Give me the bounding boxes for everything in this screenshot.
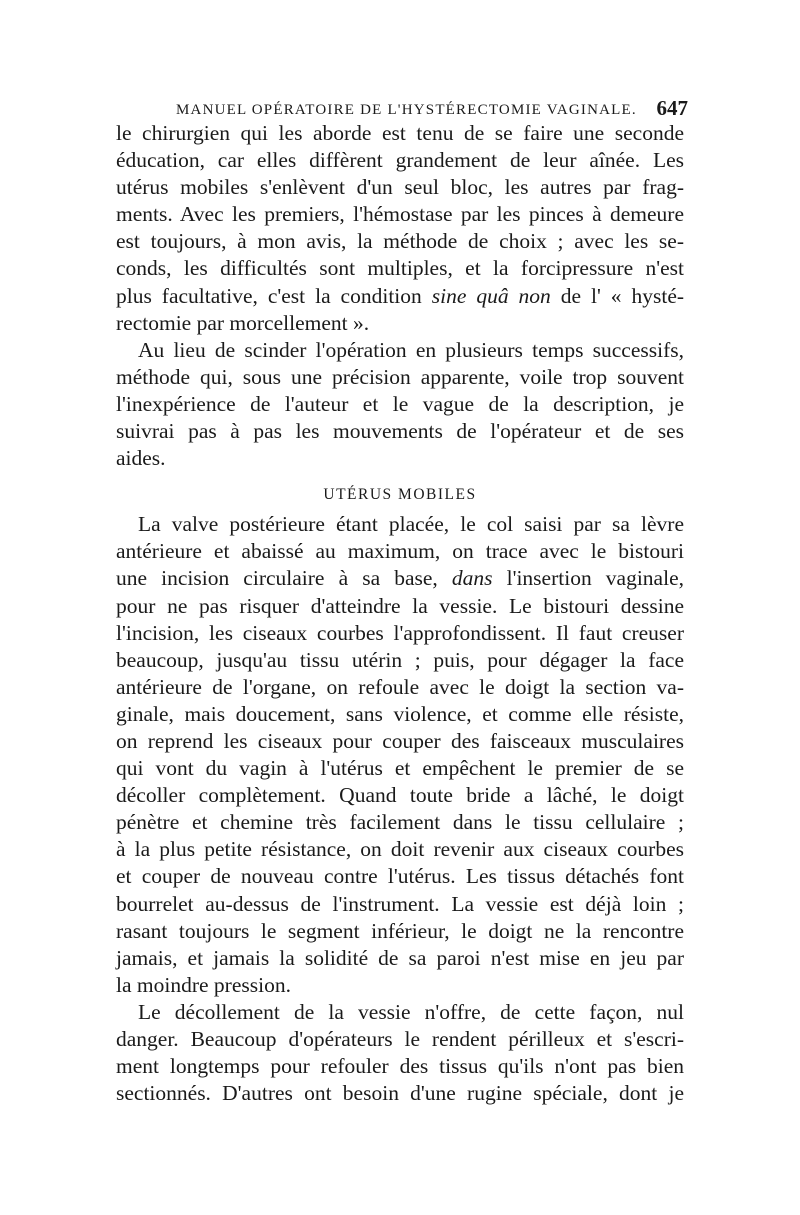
text-run: plus facultative, c'est la condition [116,283,422,308]
text-line: l'incision, les ciseaux courbes l'approfondissent. Il faut creuser [116,620,684,645]
text-line: pénètre et chemine très facilement dans le tissu cellulaire ; [116,810,684,835]
paragraph-3 [116,511,684,999]
text-line: éducation, car elles diffèrent grandement de leur aînée. Les [116,148,684,173]
running-head-title: MANUEL OPÉRATOIRE DE L'HYSTÉRECTOMIE VAGINALE. [176,102,637,118]
page-number: 647 [656,96,688,120]
text-line: antérieure de l'organe, on refoule avec le doigt la section va- [116,674,684,699]
text-line: antérieure et abaissé au maximum, on trace avec le bistouri [116,539,684,564]
paragraph-4 [116,999,684,1107]
text-line: aides. [116,446,166,471]
text-line: utérus mobiles s'enlèvent d'un seul bloc, les autres par frag- [116,175,684,200]
text-line: jamais, et jamais la solidité de sa paroi n'est mise en jeu par [116,945,684,970]
text-line [116,283,684,310]
text-line: danger. Beaucoup d'opérateurs le rendent périlleux et s'escri- [116,1027,684,1051]
text-line: sectionnés. D'autres ont besoin d'une rugine spéciale, dont je [116,1081,684,1106]
text-line: pour ne pas risquer d'atteindre la vessie. Le bistouri dessine [116,593,684,618]
italic-phrase: dans [451,566,493,591]
section-heading: UTÉRUS MOBILES [323,486,477,504]
text-line: beaucoup, jusqu'au tissu utérin ; puis, pour dégager la face [116,647,684,672]
text-run: l'insertion vaginale, [506,566,684,591]
paragraph-1 [116,120,684,337]
text-line: La valve postérieure étant placée, le col saisi par sa lèvre [138,512,684,537]
text-line: bourrelet au-dessus de l'instrument. La vessie est déjà loin ; [116,891,684,916]
paragraph-2 [116,337,684,472]
italic-phrase: sine quâ non [431,283,551,308]
text-line: décoller complètement. Quand toute bride a lâché, le doigt [116,783,684,808]
text-line: on reprend les ciseaux pour couper des faisceaux musculaires [116,728,684,753]
text-line [116,565,684,592]
body-text [116,120,684,1107]
text-line: suivrai pas à pas les mouvements de l'opérateur et de ses [116,419,684,444]
text-line: l'inexpérience de l'auteur et le vague de la description, je [116,391,684,416]
text-line: à la plus petite résistance, on doit revenir aux ciseaux courbes [116,837,684,862]
text-line: qui vont du vagin à l'utérus et empêchent le premier de se [116,756,684,781]
text-line: Le décollement de la vessie n'offre, de cette façon, nul [138,999,684,1024]
text-line: ment longtemps pour refouler des tissus qu'ils n'ont pas bien [116,1054,684,1079]
text-line: Au lieu de scinder l'opération en plusieurs temps successifs, [138,337,684,362]
text-line: ginale, mais doucement, sans violence, et comme elle résiste, [116,701,684,726]
text-line: la moindre pression. [116,972,291,997]
text-line: est toujours, à mon avis, la méthode de choix ; avec les se- [116,229,684,254]
text-line: méthode qui, sous une précision apparente, voile trop souvent [116,364,684,389]
running-head [116,96,688,120]
text-line: le chirurgien qui les aborde est tenu de se faire une seconde [116,121,684,145]
book-page [116,96,688,1107]
text-line: conds, les difficultés sont multiples, et la forcipressure n'est [116,256,684,281]
text-line: rasant toujours le segment inférieur, le doigt ne la rencontre [116,918,684,943]
text-run: de l' « hysté- [560,283,685,308]
text-run: une incision circulaire à sa base, [116,566,438,591]
text-line: ments. Avec les premiers, l'hémostase par les pinces à demeure [116,202,684,227]
text-line: rectomie par morcellement ». [116,310,370,335]
text-line: et couper de nouveau contre l'utérus. Les tissus détachés font [116,864,684,889]
